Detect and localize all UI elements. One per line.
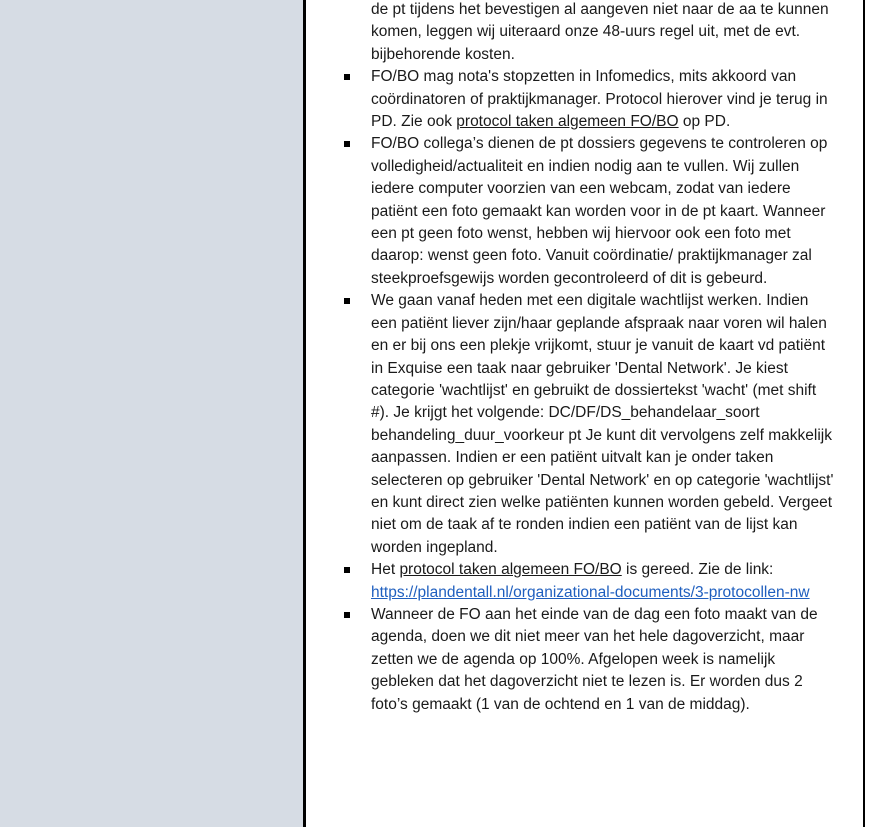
list-item [306,290,863,559]
bullet-square-icon [344,74,350,80]
bullet-square-icon [344,141,350,147]
document-reference: protocol taken algemeen FO/BO [399,561,622,579]
bullet-list [306,0,863,716]
sidebar-shaded-column [0,0,303,827]
bullet-square-icon [344,298,350,304]
list-item [306,604,863,716]
paragraph-text: op PD. [678,113,731,131]
paragraph-text: is gereed. Zie de link: [621,561,774,579]
bullet-square-icon [344,612,350,618]
bullet-square-icon [344,567,350,573]
paragraph-text: We gaan vanaf heden met een digitale wachtlijst werken. Indien een patiënt liever zijn/haar geplande afspraak naar voren wil halen en er bij ons een plekje vrijkomt, stuur je vanuit de kaart vd patiënt in Exquise een taak naar gebruiker 'Dental Network'. Je kiest categorie 'wachtlijst' en gebruikt de dossiertekst 'wacht' (met shift #). Je krijgt het volgende: DC/DF/DS_behandelaar_soort behandeling_duur_voorkeur pt Je kunt dit vervolgens zelf makkelijk aanpassen. Indien er een patiënt uitvalt kan je onder taken selecteren op gebruiker 'Dental Network' en op categorie 'wachtlijst' en kunt direct zien welke patiënten kunnen worden gebeld. Vergeet niet om de taak af te ronden indien een patiënt van de lijst kan worden ingepland. [371,292,834,556]
list-item [306,133,863,290]
document-reference: protocol taken algemeen FO/BO [456,113,679,131]
paragraph-text: de pt tijdens het bevestigen al aangeven niet naar de aa te kunnen komen, leggen wij uiteraard onze 48-uurs regel uit, met de evt. bijbehorende kosten. [371,1,829,63]
list-item [306,559,863,604]
hyperlink[interactable]: https://plandentall.nl/organizational-documents/3-protocollen-nw [371,583,810,601]
paragraph-text: Wanneer de FO aan het einde van de dag een foto maakt van de agenda, doen we dit niet meer van het hele dagoverzicht, maar zetten we de agenda op 100%. Afgelopen week is namelijk gebleken dat het dagoverzicht niet te lezen is. Er worden dus 2 foto’s gemaakt (1 van de ochtend en 1 van de middag). [371,605,818,713]
right-border [863,0,865,827]
document-content [306,0,863,827]
paragraph-text: FO/BO mag nota's stopzetten in Infomedics, mits akkoord van coördinatoren of praktijkmanager. Protocol hierover vind je terug in PD. Zie ook [371,68,828,131]
list-item [306,66,863,133]
paragraph-text: FO/BO collega’s dienen de pt dossiers gegevens te controleren op volledigheid/actualiteit en indien nodig aan te vullen. Wij zullen iedere computer voorzien van een webcam, zodat van iedere patiënt een foto gemaakt kan worden voor in de pt kaart. Wanneer een pt geen foto wenst, hebben wij hiervoor ook een foto met daarop: wenst geen foto. Vanuit coördinatie/ praktijkmanager zal steekproefsgewijs worden gecontroleerd of dit is gebeurd. [371,135,828,287]
list-item [306,0,863,66]
paragraph-text: Het [371,561,400,579]
